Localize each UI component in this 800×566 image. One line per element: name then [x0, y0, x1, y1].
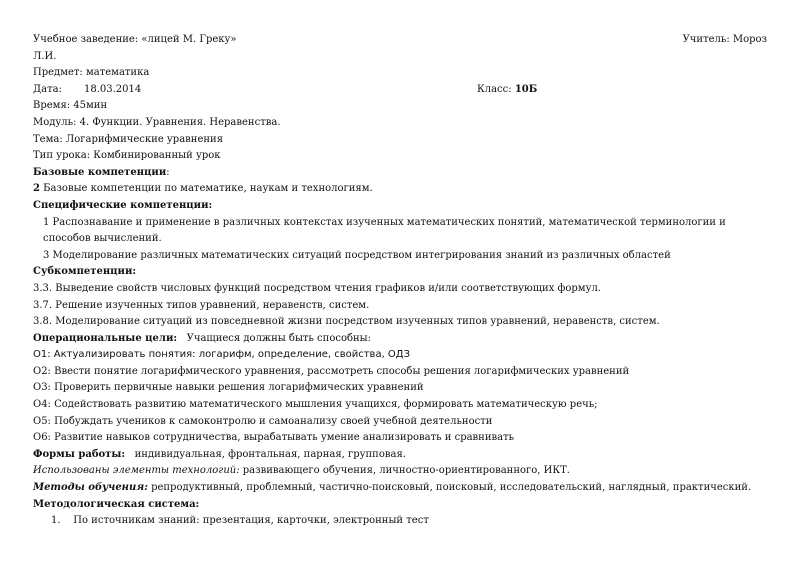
subcompetence-item: 3.3. Выведение свойств числовых функций посредством чтения графиков и/или соответствующих формул.: [33, 282, 601, 294]
forms-of-work-line: [33, 447, 775, 464]
operational-goals-title: Операциональные цели:: [33, 332, 178, 344]
specific-competence-3: 3 Моделирование различных математических ситуаций посредством интегрирования знаний из различных областей: [43, 249, 671, 261]
subject-line: Предмет: математика: [33, 67, 150, 79]
goal-item: О1: Актуализировать понятия: логарифм, определение, свойства, ОДЗ: [33, 349, 411, 361]
list-item-number: 1.: [51, 515, 61, 527]
topic-line: Тема: Логарифмические уравнения: [33, 133, 224, 145]
goal-item: О2: Ввести понятие логарифмического уравнения, рассмотреть способы решения логарифмических уравнений: [33, 365, 630, 377]
base-competences-line: [33, 181, 775, 198]
operational-goals-subtitle: Учащиеся должны быть способны:: [186, 332, 371, 344]
base-competences-title: Базовые компетенции: [33, 166, 167, 178]
goal-item: О3: Проверить первичные навыки решения логарифмических уравнений: [33, 382, 424, 394]
subcompetence-item: 3.7. Решение изученных типов уравнений, неравенств, систем.: [33, 299, 370, 311]
specific-competence-1: 1 Распознавание и применение в различных контекстах изученных математических понятий, математической терминологии и способов вычислений.: [43, 216, 726, 245]
list-item-text: По источникам знаний: презентация, карточки, электронный тест: [73, 515, 429, 527]
time-line: Время: 45мин: [33, 100, 108, 112]
lesson-plan-document: [33, 32, 775, 530]
base-competences-number: 2: [33, 183, 40, 195]
subcompetence-item: 3.8. Моделирование ситуаций из повседневной жизни посредством изученных типов уравнений, неравенств, систем.: [33, 316, 660, 328]
technologies-line: [33, 463, 775, 480]
methods-line: [33, 480, 775, 497]
forms-of-work-text: индивидуальная, фронтальная, парная, групповая.: [134, 448, 406, 460]
technologies-text: развивающего обучения, личностно-ориентированного, ИКТ.: [239, 465, 570, 477]
module-line: Модуль: 4. Функции. Уравнения. Неравенства.: [33, 116, 281, 128]
date-line: [33, 82, 775, 99]
methods-label: Методы обучения:: [33, 482, 148, 494]
specific-competences-heading: Специфические компетенции:: [33, 199, 213, 211]
goal-item: О6: Развитие навыков сотрудничества, вырабатывать умение анализировать и сравнивать: [33, 432, 515, 444]
lesson-type-line: Тип урока: Комбинированный урок: [33, 150, 221, 162]
methods-text: репродуктивный, проблемный, частично-поисковый, поисковый, исследовательский, наглядный, практический.: [147, 482, 752, 494]
base-competences-heading: [33, 165, 775, 182]
goal-item: О5: Побуждать учеников к самоконтролю и самоанализу своей учебной деятельности: [33, 415, 493, 427]
methodological-list-item: [33, 513, 775, 530]
base-competences-text: Базовые компетенции по математике, наукам и технологиям.: [43, 183, 373, 195]
forms-of-work-label: Формы работы:: [33, 448, 126, 460]
teacher-text: Учитель: Мороз: [682, 34, 767, 45]
institution-line: [33, 32, 775, 49]
technologies-label: Использованы элементы технологий:: [33, 465, 240, 477]
base-competences-colon: :: [166, 166, 170, 178]
class-value: 10Б: [514, 83, 538, 95]
institution-text: Учебное заведение: «лицей М. Греку»: [33, 34, 237, 45]
date-label: Дата:: [33, 83, 62, 95]
class-label: Класс:: [477, 83, 512, 95]
subcompetences-heading: Субкомпетенции:: [33, 266, 137, 278]
operational-goals-heading: [33, 331, 775, 348]
goal-item: О4: Содействовать развитию математического мышления учащихся, формировать математическую речь;: [33, 399, 598, 411]
class-field: [477, 82, 537, 99]
methodological-system-heading: Методологическая система:: [33, 498, 200, 510]
date-value: 18.03.2014: [83, 83, 142, 95]
teacher-continuation: Л.И.: [33, 50, 57, 62]
